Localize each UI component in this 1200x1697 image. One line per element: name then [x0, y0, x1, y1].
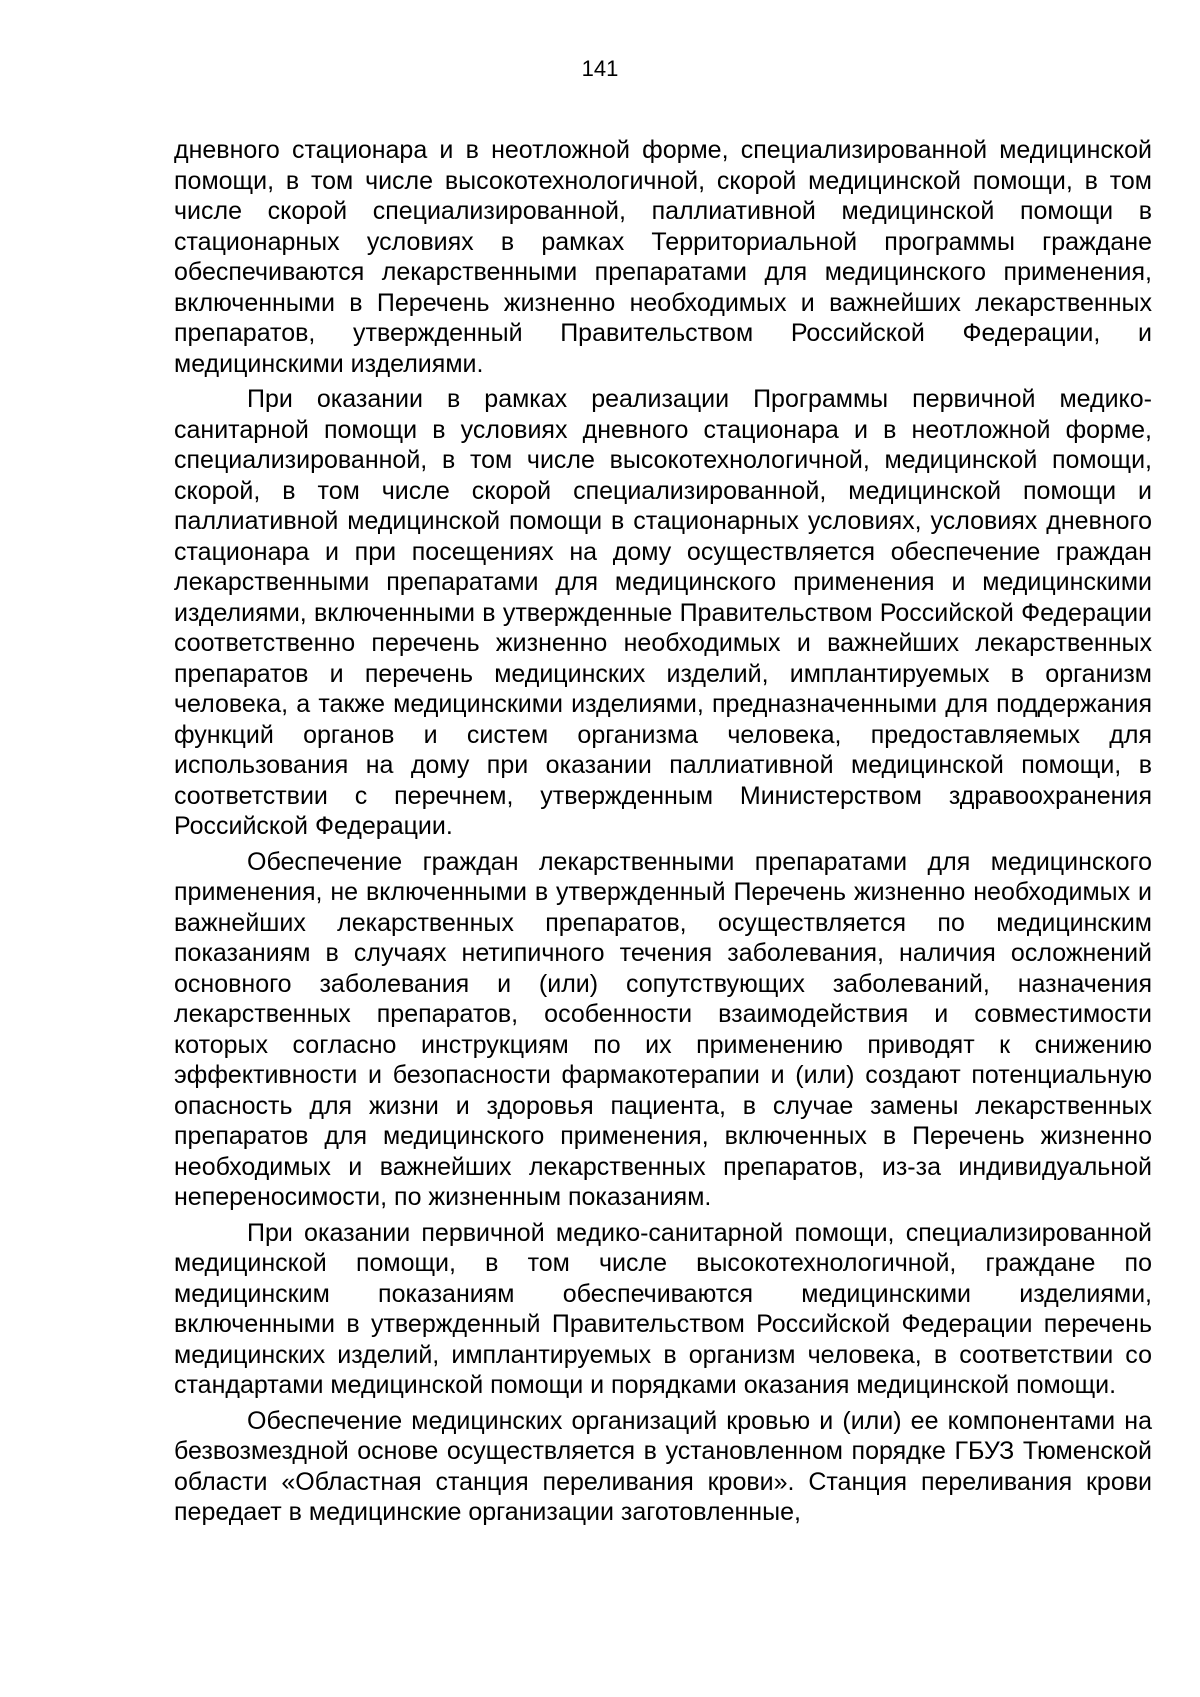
- paragraph-2: При оказании в рамках реализации Программы первичной медико-санитарной помощи в условиях дневного стационара и в неотложной форме, специализированной, в том числе высокотехнологичной, медицинской помощи, скорой, в том числе скорой специализированной, медицинской помощи и паллиативной медицинской помощи в стационарных условиях, условиях дневного стационара и при посещениях на дому осуществляется обеспечение граждан лекарственными препаратами для медицинского применения и медицинскими изделиями, включенными в утвержденные Правительством Российской Федерации соответственно перечень жизненно необходимых и важнейших лекарственных препаратов и перечень медицинских изделий, имплантируемых в организм человека, а также медицинскими изделиями, предназначенными для поддержания функций органов и систем организма человека, предоставляемых для использования на дому при оказании паллиативной медицинской помощи, в соответствии с перечнем, утвержденным Министерством здравоохранения Российской Федерации.: [174, 385, 1152, 840]
- document-body: [174, 135, 1152, 1533]
- paragraph-3: Обеспечение граждан лекарственными препаратами для медицинского применения, не включенными в утвержденный Перечень жизненно необходимых и важнейших лекарственных препаратов, осуществляется по медицинским показаниям в случаях нетипичного течения заболевания, наличия осложнений основного заболевания и (или) сопутствующих заболеваний, назначения лекарственных препаратов, особенности взаимодействия и совместимости которых согласно инструкциям по их применению приводят к снижению эффективности и безопасности фармакотерапии и (или) создают потенциальную опасность для жизни и здоровья пациента, в случае замены лекарственных препаратов для медицинского применения, включенных в Перечень жизненно необходимых и важнейших лекарственных препаратов, из-за индивидуальной непереносимости, по жизненным показаниям.: [174, 847, 1152, 1211]
- paragraph-5: Обеспечение медицинских организаций кровью и (или) ее компонентами на безвозмездной основе осуществляется в установленном порядке ГБУЗ Тюменской области «Областная станция переливания крови». Станция переливания крови передает в медицинские организации заготовленные,: [174, 1406, 1152, 1526]
- paragraph-4: При оказании первичной медико-санитарной помощи, специализированной медицинской помощи, в том числе высокотехнологичной, граждане по медицинским показаниям обеспечиваются медицинскими изделиями, включенными в утвержденный Правительством Российской Федерации перечень медицинских изделий, имплантируемых в организм человека, в соответствии со стандартами медицинской помощи и порядками оказания медицинской помощи.: [174, 1218, 1152, 1399]
- page-number: 141: [581, 56, 619, 81]
- paragraph-1: дневного стационара и в неотложной форме, специализированной медицинской помощи, в том числе высокотехнологичной, скорой медицинской помощи, в том числе скорой специализированной, паллиативной медицинской помощи в стационарных условиях в рамках Территориальной программы граждане обеспечиваются лекарственными препаратами для медицинского применения, включенными в Перечень жизненно необходимых и важнейших лекарственных препаратов, утвержденный Правительством Российской Федерации, и медицинскими изделиями.: [174, 136, 1152, 378]
